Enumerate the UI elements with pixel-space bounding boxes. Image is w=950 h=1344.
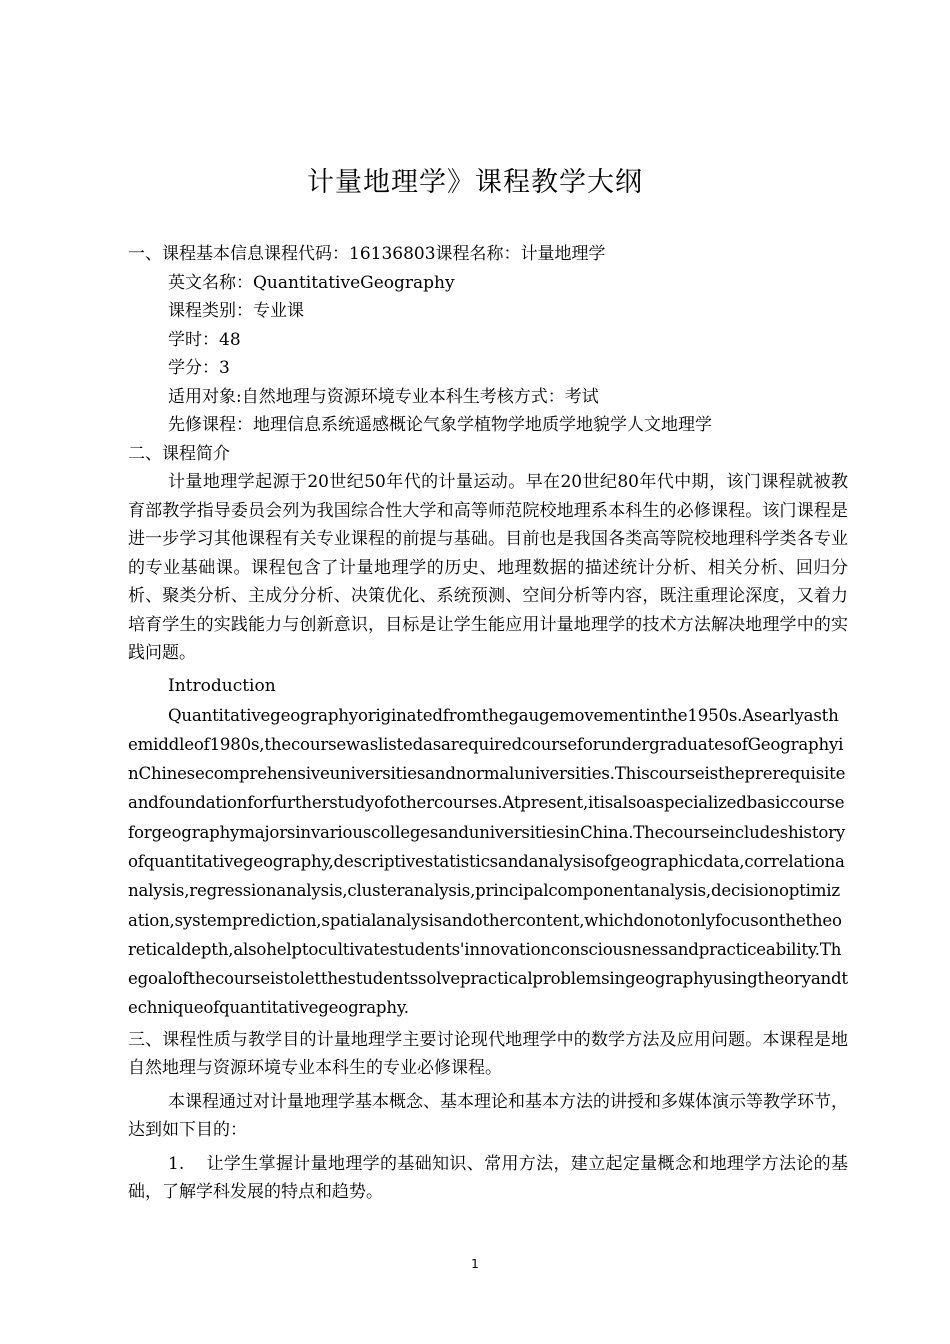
section1-first-line [128, 240, 848, 269]
course-audience: 适用对象:自然地理与资源环境专业本科生考核方式：考试 [168, 386, 599, 407]
course-prerequisites: 先修课程：地理信息系统遥感概论气象学植物学地质学地貌学人文地理学 [168, 415, 712, 435]
course-category: 课程类别：专业课 [168, 301, 304, 321]
section2-heading: 二、课程简介 [128, 443, 230, 464]
page-number: 1 [471, 1257, 479, 1271]
course-name: 计量地理学 [520, 244, 606, 264]
section3-text: 计量地理学主要讨论现代地理学中的数学方法及应用问题。本课程是地自然地理与资源环境专业本科生的专业必修课程。 [128, 1029, 848, 1078]
section1-heading: 一、课程基本信息 [128, 244, 264, 264]
introduction-label: Introduction [168, 675, 276, 696]
list-item [128, 1150, 848, 1206]
course-credits: 学分：3 [168, 358, 230, 378]
section3-paragraph [128, 1026, 848, 1082]
list-item-text: 让学生掌握计量地理学的基础知识、常用方法，建立起定量概念和地理学方法论的基础，了解学科发展的特点和趋势。 [128, 1153, 848, 1202]
course-hours: 学时：48 [168, 329, 241, 350]
document-title: 计量地理学》课程教学大纲 [307, 167, 643, 198]
english-name: 英文名称：QuantitativeGeography [168, 272, 455, 293]
list-item-number: 1. [168, 1153, 185, 1174]
course-code: 16136803 [349, 244, 436, 264]
document-body [128, 240, 848, 1206]
section2-chinese-paragraph: 计量地理学起源于20世纪50年代的计量运动。早在20世纪80年代中期，该门课程就被教育部教学指导委员会列为我国综合性大学和高等师范院校地理系本科生的必修课程。该门课程是进一步学习其他课程有关专业课程的前提与基础。目前也是我国各类高等院校地理科学类各专业的专业基础课。课程包含了计量地理学的历史、地理数据的描述统计分析、相关分析、回归分析、聚类分析、主成分分析、决策优化、系统预测、空间分析等内容，既注重理论深度，又着力培育学生的实践能力与创新意识，目标是让学生能应用计量地理学的技术方法解决地理学中的实践问题。 [128, 472, 848, 663]
section2-english-paragraph: Quantitativegeographyoriginatedfromthegaugemovementinthe1950s.Asearlyasthemiddleof1980s,thecoursewaslistedasarequiredcourseforundergraduatesofGeographyinChinesecomprehensiveuniversitiesandnormaluniversities.Thiscourseistheprerequisiteandfoundationforfurtherstudyofothercourses.Atpresent,itisalsoaspecializedbasiccourseforgeographymajorsinvariouscollegesanduniversitiesinChina.Thecourseincludeshistoryofquantitativegeography,descriptivestatisticsandanalysisofgeographicdata,correlationanalysis,regressionanalysis,clusteranalysis,principalcomponentanalysis,decisionoptimization,systemprediction,spatialanalysisandothercontent,whichdonotonlyfocusonthetheoreticaldepth,alsohelptocultivatestudents'innovationconsciousnessandpracticeability.Thegoalofthecourseistoletthestudentssolvepracticalproblemsingeographyusingtheoryandtechniqueofquantitativegeography. [128, 705, 848, 1018]
section3-heading: 三、课程性质与教学目的 [128, 1029, 317, 1050]
course-name-label: 课程名称： [435, 244, 521, 264]
course-code-label: 课程代码： [264, 244, 349, 264]
section3-purpose-paragraph: 本课程通过对计量地理学基本概念、基本理论和基本方法的讲授和多媒体演示等教学环节，达到如下目的： [128, 1091, 848, 1140]
